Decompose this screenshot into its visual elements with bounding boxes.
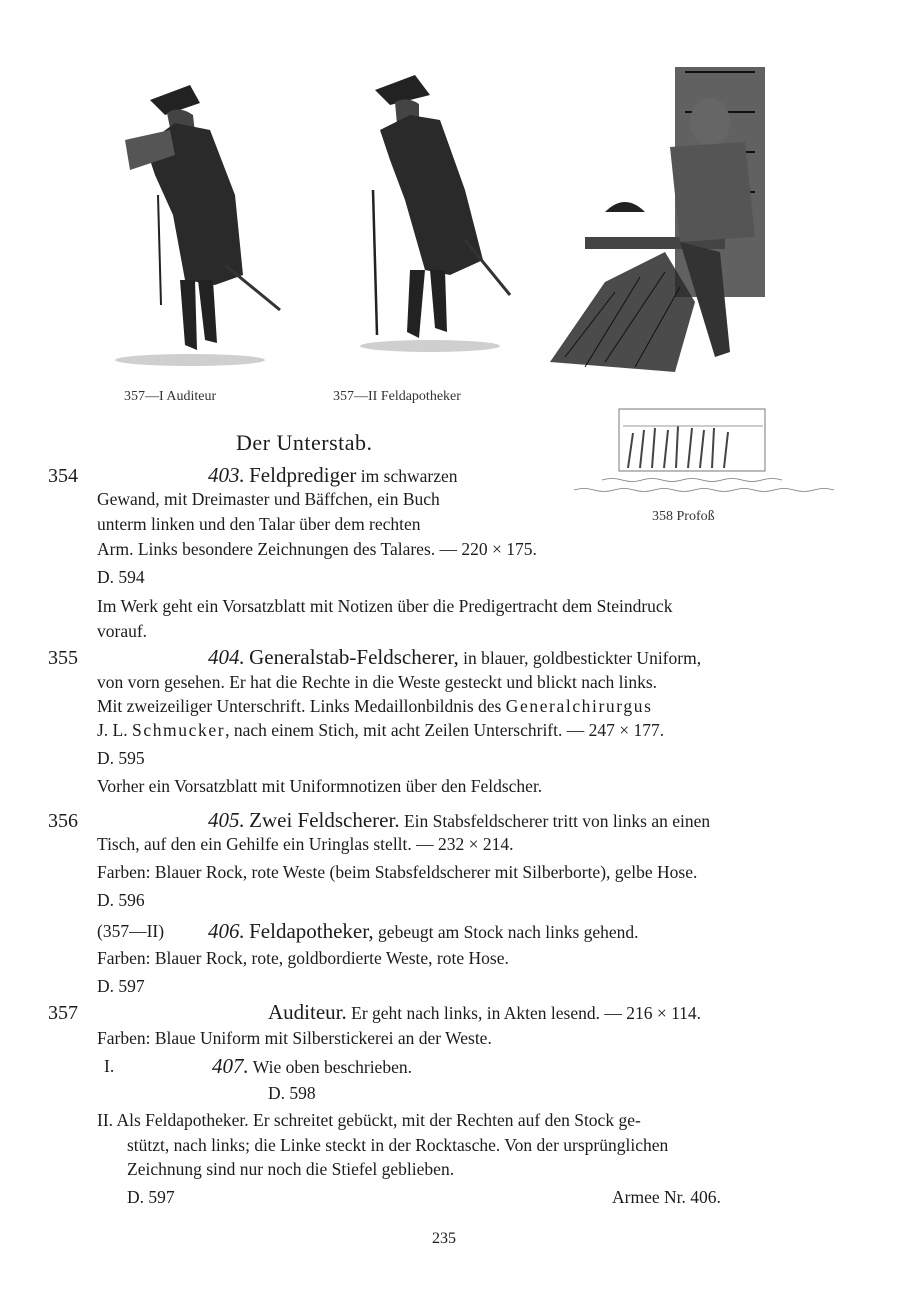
entry-text-spaced: Schmucker [132,720,226,740]
color-notes: Farben: Blauer Rock, rote, goldbordierte Weste, rote Hose. [97,948,509,968]
figure-caption-feldapotheker: 357—II Feldapotheker [333,389,461,404]
entry-text: Ein Stabsfeldscherer tritt von links an einen [399,811,711,831]
entry-text: im schwarzen [356,466,458,486]
figure-caption-auditeur: 357—I Auditeur [124,389,217,404]
figure-profoss [618,408,768,474]
entry-line: von vorn gesehen. Er hat die Rechte in die Weste gesteckt und blickt nach links. [97,672,658,692]
feldapotheker-illustration [355,70,525,360]
section-title: Der Unterstab. [236,430,373,455]
entry-note: Im Werk geht ein Vorsatzblatt mit Notizen über die Predigertracht dem Steindruck [97,596,673,616]
catalog-number: 407. [212,1054,249,1078]
entry-note: Vorher ein Vorsatzblatt mit Uniformnotizen über den Feldscher. [97,776,543,796]
entry-line [97,923,164,941]
print-reference: D. 597 [97,976,145,996]
entry-number: 356 [48,810,78,832]
entry-line [212,1056,412,1077]
figure-feldapotheker [355,70,525,360]
entry-text-spaced: Generalchirurgus [505,696,653,716]
color-notes: Farben: Blauer Rock, rote Weste (beim Stabsfeldscherer mit Silberborte), gelbe Hose. [97,862,698,882]
entry-text: Wie oben beschrieben. [248,1057,412,1077]
entry-number: 354 [48,465,78,487]
entry-line [97,698,653,716]
entry-text: Mit zweizeiliger Unterschrift. Links Medaillonbildnis des [97,696,506,716]
entry-title: Feldapotheker, [249,919,374,943]
print-reference: D. 597 [127,1187,175,1207]
print-reference: D. 598 [268,1083,316,1103]
entry-title: Zwei Feldscherer. [249,808,400,832]
profoss-handwriting [572,474,840,498]
entry-text: , nach einem Stich, mit acht Zeilen Unterschrift. — 247 × 177. [225,720,665,740]
catalog-number: 405. [208,808,245,832]
entry-number: 355 [48,647,78,669]
entry-note: vorauf. [97,621,148,641]
entry-line: unterm linken und den Talar über dem rechten [97,514,421,534]
seated-man-illustration [545,62,830,387]
entry-title: Feldprediger [249,463,357,487]
entry-line: II. Als Feldapotheker. Er schreitet gebückt, mit der Rechten auf den Stock ge- [97,1110,641,1130]
sub-entry-label: I. [104,1056,115,1076]
print-reference: D. 595 [97,748,145,768]
entry-text: J. L. [97,720,132,740]
entry-text: Er geht nach links, in Akten lesend. — 216 × 114. [346,1003,702,1023]
entry-title: Auditeur. [268,1000,347,1024]
entry-text: in blauer, goldbestickter Uniform, [458,648,702,668]
profoss-sketch [618,408,768,474]
auditeur-illustration [95,75,285,375]
catalog-number: 406. [208,919,245,943]
print-reference: D. 596 [97,890,145,910]
entry-line: Gewand, mit Dreimaster und Bäffchen, ein Buch [97,489,440,509]
catalog-number: 404. [208,645,245,669]
handwritten-note-image [572,474,840,498]
entry-line [208,465,458,486]
entry-line [208,921,639,942]
entry-line: Tisch, auf den ein Gehilfe ein Uringlas stellt. — 232 × 214. [97,834,514,854]
entry-line: Zeichnung sind nur noch die Stiefel geblieben. [127,1159,455,1179]
entry-line: stützt, nach links; die Linke steckt in der Rocktasche. Von der ursprünglichen [127,1135,669,1155]
entry-line [268,1002,701,1023]
cross-reference: (357—II) [97,921,165,941]
entry-text: gebeugt am Stock nach links gehend. [373,922,639,942]
figure-seated-man [545,62,830,387]
figure-caption-profoss: 358 Profoß [652,509,715,524]
entry-line: Arm. Links besondere Zeichnungen des Talares. — 220 × 175. [97,539,537,559]
color-notes: Farben: Blaue Uniform mit Silberstickerei an der Weste. [97,1028,492,1048]
entry-line [208,647,701,668]
army-reference: Armee Nr. 406. [612,1187,721,1207]
entry-title: Generalstab-Feldscherer, [249,645,459,669]
figure-auditeur [95,75,285,375]
catalog-number: 403. [208,463,245,487]
entry-line [97,722,664,740]
page-number: 235 [432,1230,456,1247]
entry-number: 357 [48,1002,78,1024]
print-reference: D. 594 [97,567,145,587]
entry-line [208,810,710,831]
